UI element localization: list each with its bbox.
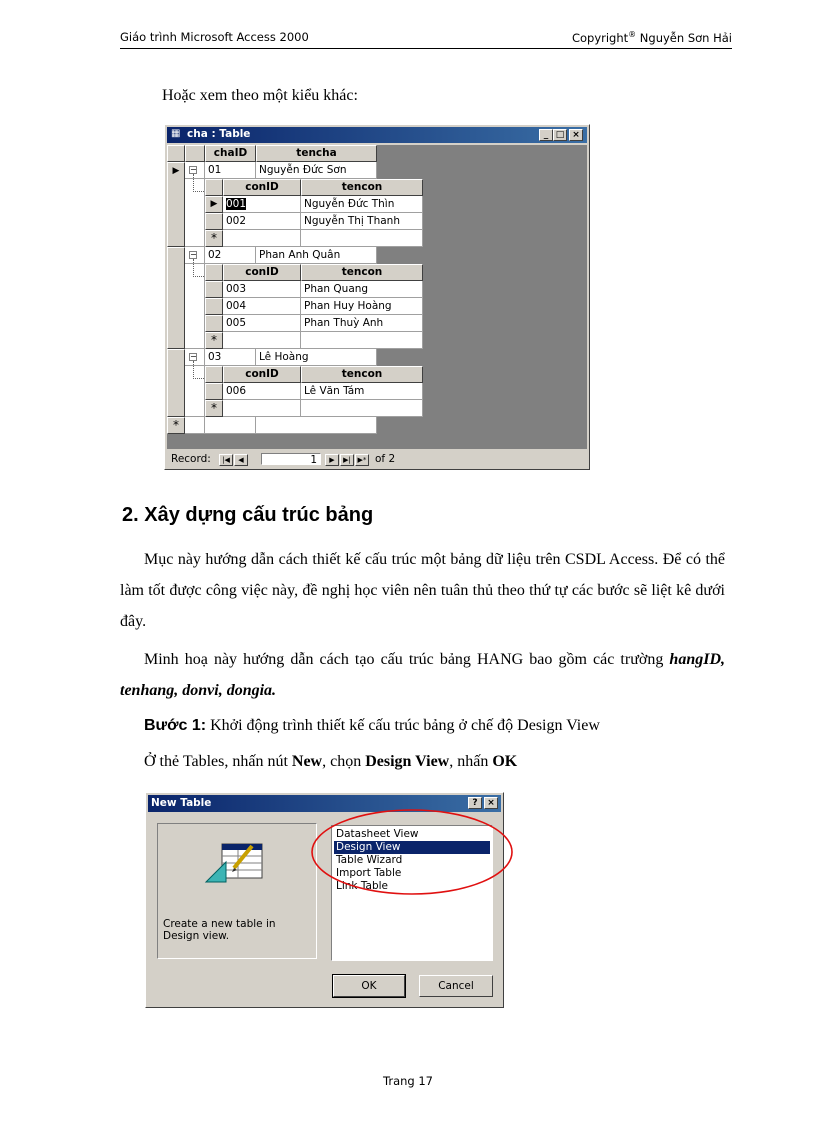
table-window-title: cha : Table <box>187 128 251 140</box>
instr-text-2: , chọn <box>322 753 366 770</box>
header-right <box>572 30 732 45</box>
column-header-conID[interactable]: conID <box>223 179 301 196</box>
table-icon: ▦ <box>171 128 181 139</box>
cell-conID[interactable]: 006 <box>223 383 301 400</box>
row-selector[interactable] <box>205 383 223 400</box>
header-rule <box>120 48 732 49</box>
parent-new-row-cell[interactable] <box>185 417 205 434</box>
column-header-tencon[interactable]: tencon <box>301 366 423 383</box>
instruction <box>144 746 517 777</box>
cell-tencon[interactable]: Phan Quang <box>301 281 423 298</box>
minimize-button[interactable]: _ <box>539 129 553 141</box>
preview-panel <box>157 823 317 959</box>
new-table-dialog <box>145 792 504 1008</box>
paragraph-2 <box>120 644 725 706</box>
column-header-tencha[interactable]: tencha <box>256 145 377 162</box>
option-datasheet-view[interactable]: Datasheet View <box>336 828 419 840</box>
cell-chaID[interactable]: 02 <box>205 247 256 264</box>
parent-new-row-cell[interactable] <box>205 417 256 434</box>
parent-row-selector[interactable]: ▶ <box>167 162 185 247</box>
parent-new-row-cell[interactable] <box>256 417 377 434</box>
child-header-corner <box>205 264 223 281</box>
next-record-button[interactable]: ▶ <box>325 454 339 466</box>
cancel-button[interactable]: Cancel <box>419 975 493 997</box>
cell-tencha[interactable]: Phan Anh Quân <box>256 247 377 264</box>
new-row-cell[interactable] <box>223 400 301 417</box>
step-1 <box>144 710 600 741</box>
instr-ok: OK <box>492 753 518 770</box>
new-row-selector[interactable]: * <box>205 230 223 247</box>
child-header-corner <box>205 179 223 196</box>
cell-tencon[interactable]: Phan Thuỳ Anh <box>301 315 423 332</box>
expander-header <box>185 145 205 162</box>
table-window-titlebar[interactable] <box>167 127 587 143</box>
row-selector[interactable] <box>205 281 223 298</box>
ok-button[interactable]: OK <box>333 975 405 997</box>
instr-text-1: Ở thẻ Tables, nhấn nút <box>144 753 292 770</box>
cell-tencon[interactable]: Nguyễn Thị Thanh <box>301 213 423 230</box>
selected-value: 001 <box>226 198 247 210</box>
page-number: Trang 17 <box>383 1074 433 1088</box>
first-record-button[interactable]: |◀ <box>219 454 233 466</box>
row-selector[interactable] <box>205 298 223 315</box>
new-record-button[interactable]: ▶* <box>355 454 369 466</box>
column-header-conID[interactable]: conID <box>223 264 301 281</box>
column-header-tencon[interactable]: tencon <box>301 179 423 196</box>
cell-conID[interactable]: 004 <box>223 298 301 315</box>
collapse-icon[interactable]: − <box>190 165 197 174</box>
new-row-cell[interactable] <box>301 230 423 247</box>
instr-text-3: , nhấn <box>449 753 493 770</box>
record-count: of 2 <box>375 453 396 465</box>
new-row-selector[interactable]: * <box>205 400 223 417</box>
author-name: Nguyễn Sơn Hải <box>636 30 732 45</box>
option-link-table[interactable]: Link Table <box>336 880 388 892</box>
option-import-table[interactable]: Import Table <box>336 867 402 879</box>
cell-conID[interactable]: 003 <box>223 281 301 298</box>
row-selector[interactable]: ▶ <box>205 196 223 213</box>
highlight-ellipse <box>310 807 520 897</box>
parent-row-selector[interactable] <box>167 247 185 349</box>
paragraph-2-text: Minh hoạ này hướng dẫn cách tạo cấu trúc bảng HANG bao gồm các trường <box>144 651 664 668</box>
record-label: Record: <box>171 453 211 465</box>
cell-tencon[interactable]: Lê Văn Tám <box>301 383 423 400</box>
intro-text: Hoặc xem theo một kiểu khác: <box>162 87 358 104</box>
field-names: hangID, tenhang, donvi, dongia. <box>120 651 725 699</box>
cell-conID[interactable]: 005 <box>223 315 301 332</box>
instr-design-view: Design View <box>365 753 450 770</box>
cell-tencha[interactable]: Lê Hoàng <box>256 349 377 366</box>
new-row-cell[interactable] <box>301 332 423 349</box>
cell-tencha[interactable]: Nguyễn Đức Sơn <box>256 162 377 179</box>
dialog-close-button[interactable]: × <box>484 797 498 809</box>
step-label: Bước 1: <box>144 717 207 734</box>
copyright-text: Copyright <box>571 30 629 45</box>
header-corner <box>167 145 185 162</box>
close-button[interactable]: × <box>569 129 583 141</box>
cell-tencon[interactable]: Phan Huy Hoàng <box>301 298 423 315</box>
record-number-input[interactable]: 1 <box>261 453 321 465</box>
header-left: Giáo trình Microsoft Access 2000 <box>120 30 309 44</box>
cell-tencon[interactable]: Nguyễn Đức Thìn <box>301 196 423 213</box>
cell-conID[interactable] <box>223 196 301 213</box>
maximize-button[interactable]: □ <box>553 129 567 141</box>
registered-mark: ® <box>628 30 637 39</box>
row-selector[interactable] <box>205 213 223 230</box>
parent-new-row-selector[interactable]: * <box>167 417 185 434</box>
column-header-conID[interactable]: conID <box>223 366 301 383</box>
instr-new: New <box>291 753 323 770</box>
cell-chaID[interactable]: 01 <box>205 162 256 179</box>
section-heading: 2. Xây dựng cấu trúc bảng <box>122 504 374 526</box>
row-selector[interactable] <box>205 315 223 332</box>
datasheet <box>167 145 587 449</box>
last-record-button[interactable]: ▶| <box>340 454 354 466</box>
tree-connector <box>193 174 204 192</box>
collapse-icon[interactable]: − <box>190 352 197 361</box>
step-text: Khởi động trình thiết kế cấu trúc bảng ở chế độ Design View <box>206 717 600 734</box>
child-header-corner <box>205 366 223 383</box>
tree-connector <box>193 259 204 277</box>
prev-record-button[interactable]: ◀ <box>234 454 248 466</box>
parent-row-selector[interactable] <box>167 349 185 417</box>
dialog-title: New Table <box>151 797 212 809</box>
design-view-icon <box>204 838 266 888</box>
paragraph-1: Mục này hướng dẫn cách thiết kế cấu trúc một bảng dữ liệu trên CSDL Access. Để có thể làm tốt được công việc này, đề nghị học viên nên tuân thủ theo thứ tự các bước sẽ liệt kê dưới đây. <box>120 551 725 630</box>
column-header-tencon[interactable]: tencon <box>301 264 423 281</box>
option-design-view[interactable]: Design View <box>334 841 490 854</box>
option-table-wizard[interactable]: Table Wizard <box>336 854 403 866</box>
cell-conID[interactable]: 002 <box>223 213 301 230</box>
column-header-chaID[interactable]: chaID <box>205 145 256 162</box>
new-row-cell[interactable] <box>301 400 423 417</box>
help-button[interactable]: ? <box>468 797 482 809</box>
collapse-icon[interactable]: − <box>190 250 197 259</box>
cell-chaID[interactable]: 03 <box>205 349 256 366</box>
tree-connector <box>193 361 204 379</box>
table-window <box>164 124 590 470</box>
dialog-description: Create a new table in Design view. <box>163 918 276 942</box>
new-row-cell[interactable] <box>223 230 301 247</box>
new-row-selector[interactable]: * <box>205 332 223 349</box>
new-row-cell[interactable] <box>223 332 301 349</box>
record-navigator <box>167 451 587 467</box>
